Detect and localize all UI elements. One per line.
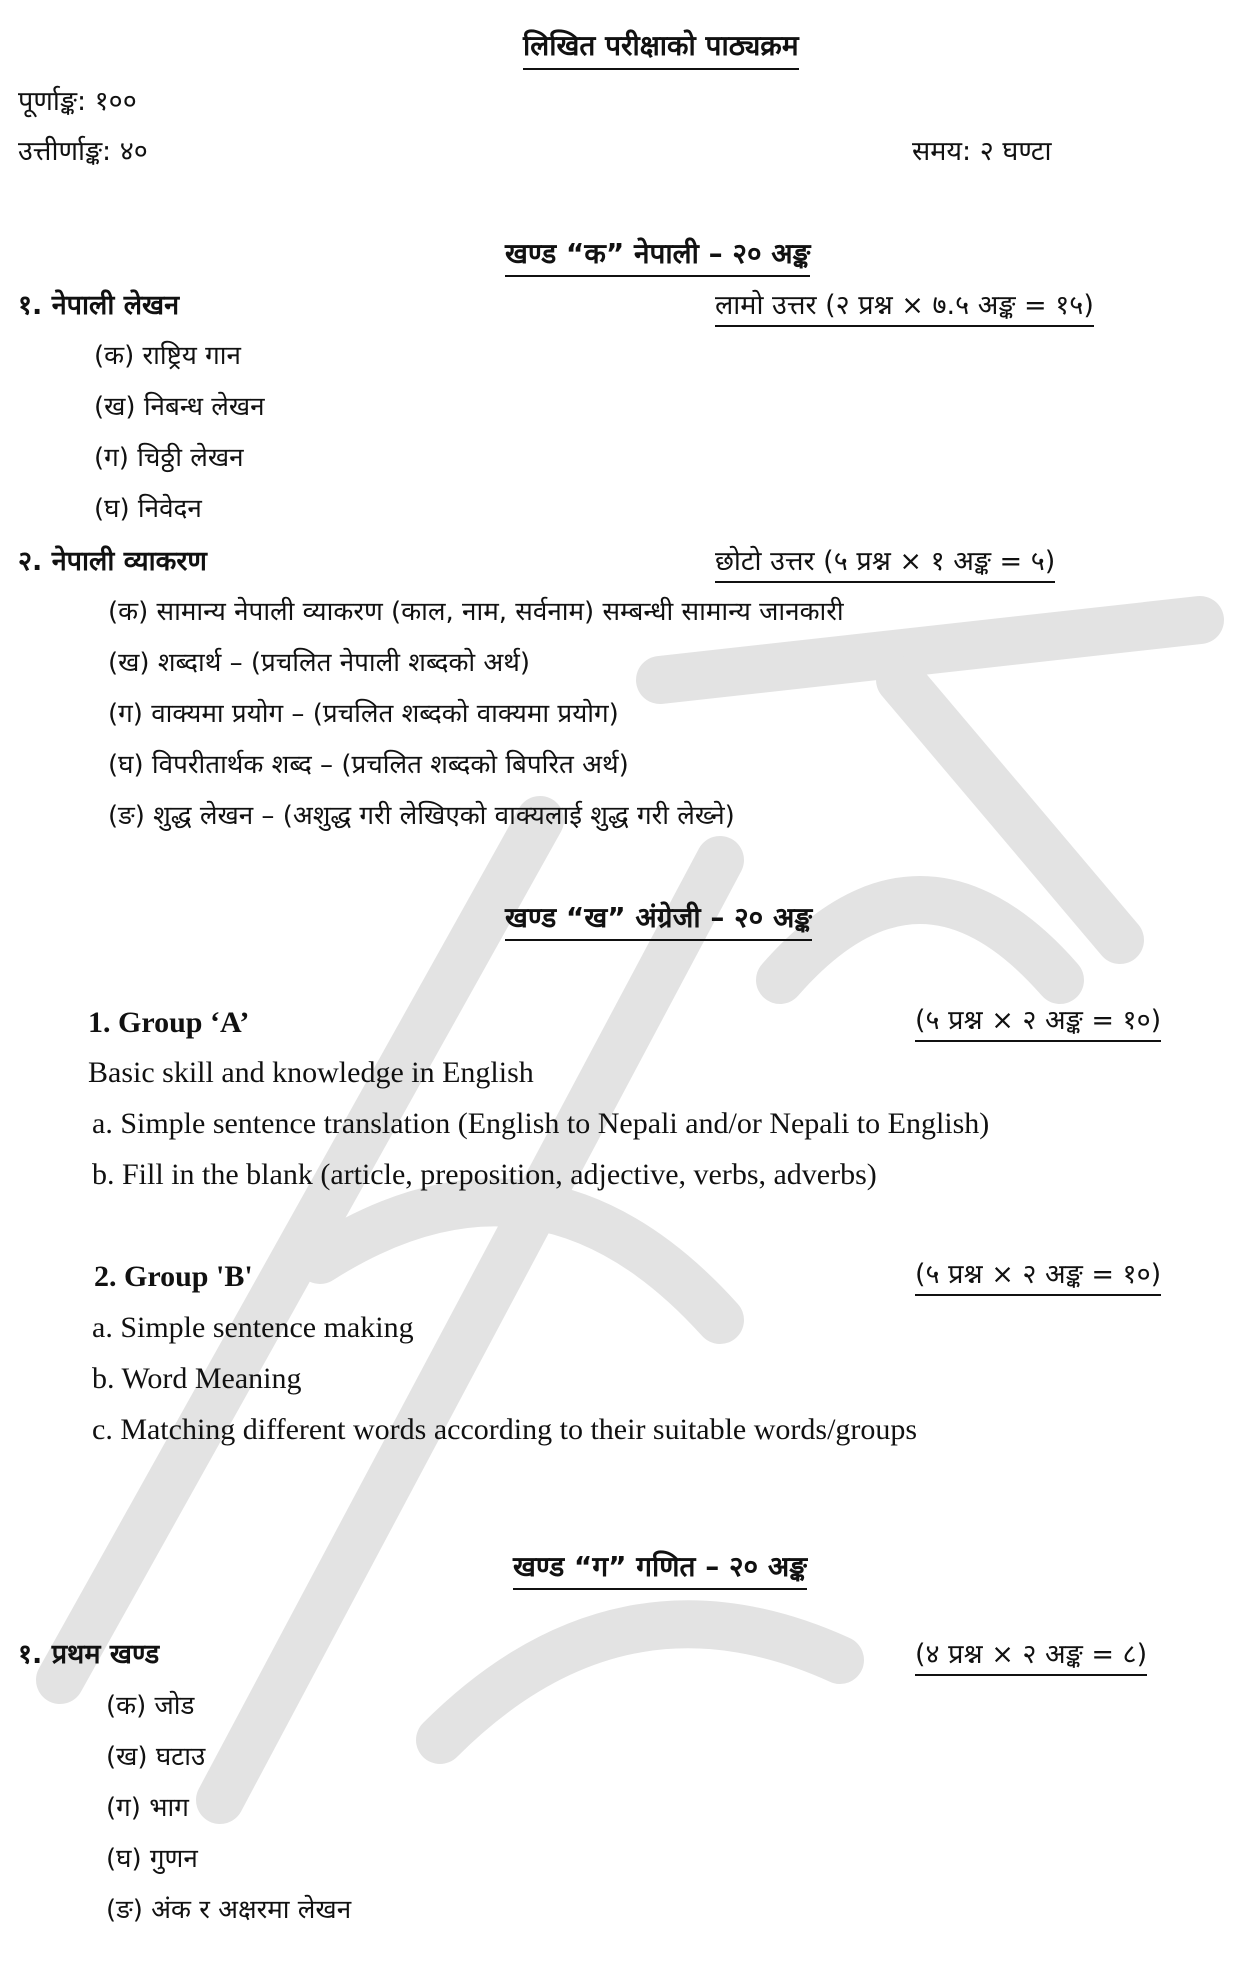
list-item: b. Fill in the blank (article, preposition, adjective, verbs, adverbs) <box>92 1158 877 1191</box>
list-item: (घ) विपरीतार्थक शब्द – (प्रचलित शब्दको बिपरित अर्थ) <box>108 750 629 780</box>
group-b-marks: (५ प्रश्न × २ अङ्क = १०) <box>915 1257 1161 1296</box>
list-item: b. Word Meaning <box>92 1362 302 1395</box>
list-item: (घ) गुणन <box>106 1844 198 1874</box>
list-item: (घ) निवेदन <box>94 494 202 524</box>
list-item: (ख) शब्दार्थ – (प्रचलित नेपाली शब्दको अर्थ) <box>108 648 531 678</box>
list-item: (ङ) अंक र अक्षरमा लेखन <box>106 1895 352 1925</box>
list-item: (ख) निबन्ध लेखन <box>94 392 265 422</box>
section-kha-heading: खण्ड “ख” अंग्रेजी – २० अङ्क <box>505 900 812 941</box>
section-ka-heading: खण्ड “क” नेपाली – २० अङ्क <box>505 236 810 277</box>
list-item: (क) जोड <box>106 1691 195 1721</box>
list-item: (ग) चिठ्ठी लेखन <box>94 443 244 473</box>
pass-marks: उत्तीर्णाङ्क: ४० <box>18 136 148 167</box>
section-ka-part1-title: १. नेपाली लेखन <box>18 290 180 321</box>
list-item: a. Simple sentence making <box>92 1311 414 1344</box>
group-b-title: 2. Group 'B' <box>94 1260 253 1293</box>
list-item: a. Simple sentence translation (English to Nepali and/or Nepali to English) <box>92 1107 990 1140</box>
page-title: लिखित परीक्षाको पाठ्यक्रम <box>523 28 799 70</box>
list-item: (क) सामान्य नेपाली व्याकरण (काल, नाम, सर्वनाम) सम्बन्धी सामान्य जानकारी <box>108 597 844 627</box>
section-ga-heading: खण्ड “ग” गणित – २० अङ्क <box>513 1549 807 1590</box>
exam-time: समय: २ घण्टा <box>912 136 1052 167</box>
section-ka-part2-title: २. नेपाली व्याकरण <box>18 546 207 577</box>
list-item: (ङ) शुद्ध लेखन – (अशुद्ध गरी लेखिएको वाक्यलाई शुद्ध गरी लेख्ने) <box>108 801 735 831</box>
section-ka-part1-marks: लामो उत्तर (२ प्रश्न × ७.५ अङ्क = १५) <box>715 288 1094 327</box>
section-ka-part2-marks: छोटो उत्तर (५ प्रश्न × १ अङ्क = ५) <box>715 544 1055 583</box>
list-item: (ग) वाक्यमा प्रयोग – (प्रचलित शब्दको वाक्यमा प्रयोग) <box>108 699 619 729</box>
list-item: (ख) घटाउ <box>106 1742 206 1772</box>
section-ga-part1-title: १. प्रथम खण्ड <box>18 1639 160 1670</box>
section-ga-part1-marks: (४ प्रश्न × २ अङ्क = ८) <box>915 1637 1147 1676</box>
full-marks: पूर्णाङ्क: १०० <box>18 86 137 117</box>
list-item: (क) राष्ट्रिय गान <box>94 341 241 371</box>
group-a-title: 1. Group ‘A’ <box>88 1006 250 1039</box>
group-a-intro: Basic skill and knowledge in English <box>88 1056 534 1089</box>
list-item: c. Matching different words according to their suitable words/groups <box>92 1413 918 1446</box>
group-a-marks: (५ प्रश्न × २ अङ्क = १०) <box>915 1003 1161 1042</box>
list-item: (ग) भाग <box>106 1793 189 1823</box>
